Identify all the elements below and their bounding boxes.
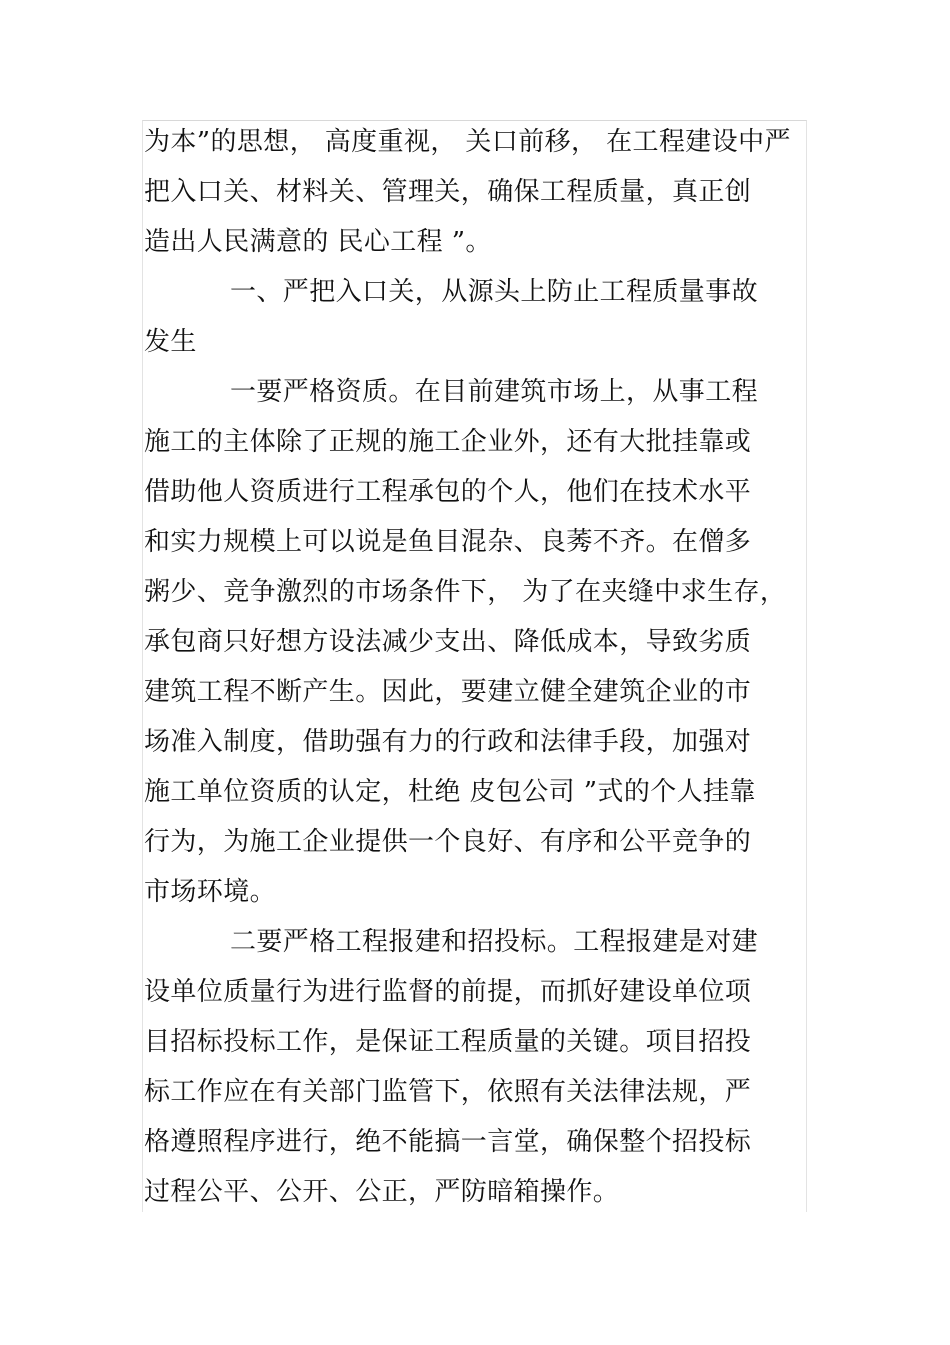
section-heading-continued: 发生 [144,327,197,357]
text-line: 粥少、竞争激烈的市场条件下， 为了在夹缝中求生存， [144,577,787,607]
text-line: 和实力规模上可以说是鱼目混杂、良莠不齐。在僧多 [144,527,752,557]
text-line: 场准入制度，借助强有力的行政和法律手段，加强对 [144,727,752,757]
text-line: 格遵照程序进行，绝不能搞一言堂，确保整个招投标 [144,1127,752,1157]
document-body [144,117,804,1217]
text-line: 造出人民满意的 民心工程 ”。 [144,227,492,257]
text-line: 把入口关、材料关、管理关，确保工程质量，真正创 [144,177,752,207]
text-line: 施工的主体除了正规的施工企业外，还有大批挂靠或 [144,427,752,457]
paragraph-start: 一要严格资质。在目前建筑市场上，从事工程 [230,377,759,407]
text-line: 为本”的思想， 高度重视， 关口前移， 在工程建设中严 [144,127,791,157]
text-line: 施工单位资质的认定，杜绝 皮包公司 ”式的个人挂靠 [144,777,756,807]
text-line: 目招标投标工作，是保证工程质量的关键。项目招投 [144,1027,752,1057]
text-line: 设单位质量行为进行监督的前提，而抓好建设单位项 [144,977,752,1007]
text-line: 承包商只好想方设法减少支出、降低成本，导致劣质 [144,627,752,657]
text-line: 建筑工程不断产生。因此，要建立健全建筑企业的市 [144,677,752,707]
text-line: 过程公平、公开、公正，严防暗箱操作。 [144,1177,620,1207]
text-line: 行为，为施工企业提供一个良好、有序和公平竞争的 [144,827,752,857]
paragraph-start: 二要严格工程报建和招投标。工程报建是对建 [230,927,759,957]
text-line: 标工作应在有关部门监管下，依照有关法律法规，严 [144,1077,752,1107]
section-heading: 一、严把入口关，从源头上防止工程质量事故 [230,277,759,307]
text-line: 市场环境。 [144,877,277,907]
text-line: 借助他人资质进行工程承包的个人，他们在技术水平 [144,477,752,507]
